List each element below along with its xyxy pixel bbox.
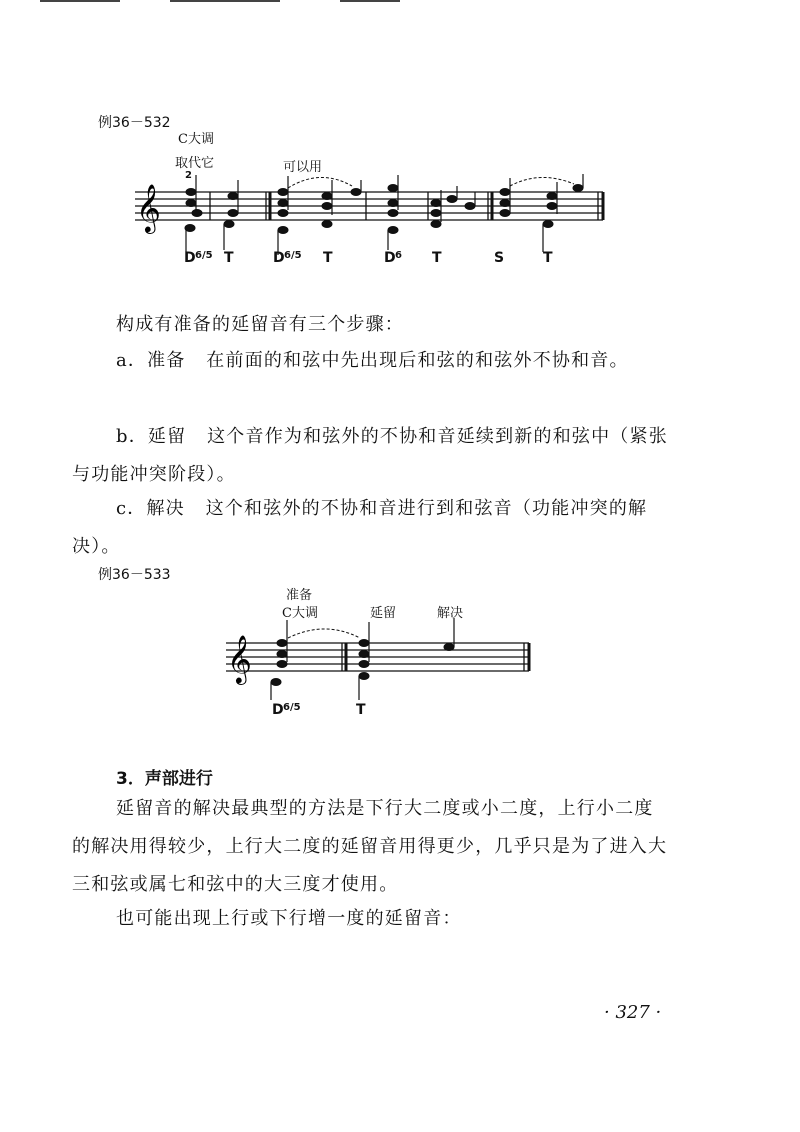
staff-lines-2 bbox=[226, 643, 529, 671]
function-label-4: T bbox=[323, 250, 333, 266]
treble-clef-icon: 𝄞 bbox=[136, 183, 161, 232]
example-label-532: 例36－532 bbox=[98, 115, 171, 131]
noteheads-533 bbox=[271, 618, 454, 700]
function-label-1: D bbox=[184, 250, 196, 266]
function-label-5: D bbox=[384, 250, 396, 266]
tie-arc-533 bbox=[288, 629, 360, 638]
intro-text: 构成有准备的延留音有三个步骤： bbox=[116, 314, 404, 335]
annotation-prepare: 准备 bbox=[286, 588, 313, 603]
function-label-533-2: T bbox=[356, 702, 366, 718]
body-text-2: 也可能出现上行或下行增一度的延留音： bbox=[116, 908, 462, 929]
function-label-6: T bbox=[432, 250, 442, 266]
function-label-7: S bbox=[494, 250, 505, 266]
annotation-resolution: 解决 bbox=[437, 606, 464, 621]
section-title: 声部进行 bbox=[144, 769, 213, 789]
key-label-c-major: C大调 bbox=[178, 132, 214, 147]
annotation-replace: 取代它 bbox=[175, 156, 215, 171]
function-label-533-1: D bbox=[272, 702, 284, 718]
annotation-suspension: 延留 bbox=[370, 606, 397, 621]
function-label-8: T bbox=[543, 250, 553, 266]
annotation-can-use: 可以用 bbox=[283, 160, 323, 175]
function-label-3: D bbox=[273, 250, 285, 266]
figure-label-3: 6/5 bbox=[284, 250, 302, 261]
treble-clef-icon-2: 𝄞 bbox=[227, 634, 252, 683]
body-paragraph-1 bbox=[72, 790, 672, 904]
key-label-c-major-2: C大调 bbox=[282, 606, 318, 621]
figure-label-5: 6 bbox=[395, 250, 402, 261]
example-label-533: 例36－533 bbox=[98, 567, 171, 583]
body-paragraph-2 bbox=[72, 900, 672, 938]
step-a-text: 在前面的和弦中先出现后和弦的和弦外不协和音。 bbox=[206, 350, 629, 371]
step-a-label: a．准备 bbox=[116, 350, 186, 371]
section-number: 3． bbox=[116, 769, 145, 789]
step-c-label: c．解决 bbox=[116, 498, 185, 519]
step-b-text: 这个音作为和弦外的不协和音延续到新的和弦中（紧张与功能冲突阶段）。 bbox=[72, 426, 668, 485]
body-text-1: 延留音的解决最典型的方法是下行大二度或小二度，上行小二度的解决用得较少，上行大二度的延留音用得更少，几乎只是为了进入大三和弦或属七和弦中的大三度才使用。 bbox=[72, 798, 668, 895]
figure-label-1: 6/5 bbox=[195, 250, 213, 261]
fingering-number: 2 bbox=[185, 170, 192, 181]
step-b-label: b．延留 bbox=[116, 426, 187, 447]
function-label-2: T bbox=[224, 250, 234, 266]
step-c-text: 这个和弦外的不协和音进行到和弦音（功能冲突的解决）。 bbox=[72, 498, 648, 557]
figure-label-533-1: 6/5 bbox=[283, 702, 301, 713]
section-heading bbox=[116, 764, 213, 789]
page-number: · 327 · bbox=[604, 1002, 662, 1023]
